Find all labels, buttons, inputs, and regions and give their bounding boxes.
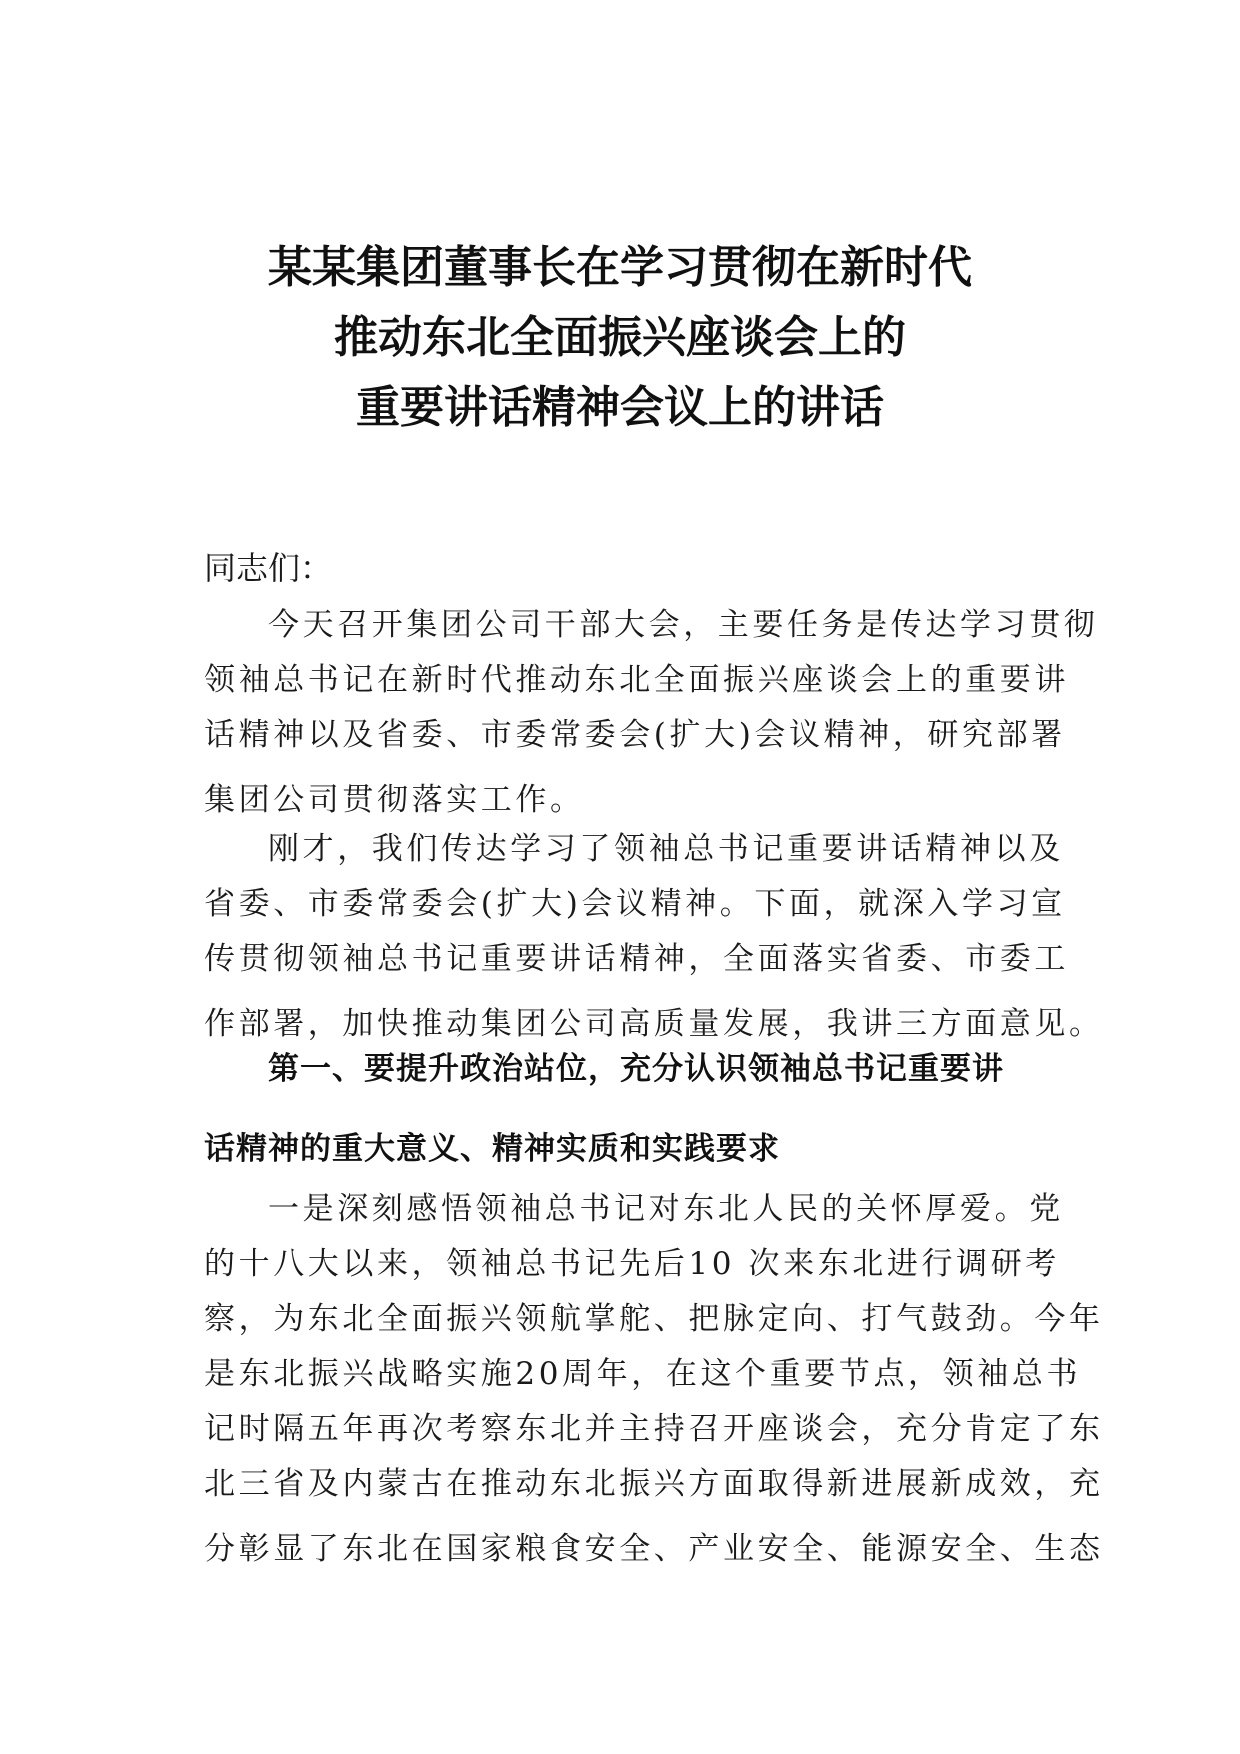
- paragraph-2: [204, 822, 1104, 1052]
- paragraph-line: 一是深刻感悟领袖总书记对东北人民的关怀厚爱。党: [268, 1191, 1064, 1227]
- paragraph-3: [204, 1182, 1104, 1577]
- salutation: 同志们：: [204, 549, 333, 587]
- paragraph-line: 察，为东北全面振兴领航掌舵、把脉定向、打气鼓劲。今年: [204, 1301, 1104, 1337]
- paragraph-line: 话精神以及省委、市委常委会(扩大)会议精神，研究部署: [204, 717, 1066, 753]
- paragraph-line: 的十八大以来，领袖总书记先后10 次来东北进行调研考: [204, 1246, 1060, 1282]
- section-heading-line-2: 话精神的重大意义、精神实质和实践要求: [204, 1131, 780, 1167]
- paragraph-line: 领袖总书记在新时代推动东北全面振兴座谈会上的重要讲: [204, 662, 1069, 698]
- title-line-1: 某某集团董事长在学习贯彻在新时代: [268, 242, 972, 293]
- section-heading-line-1: 第一、要提升政治站位，充分认识领袖总书记重要讲: [268, 1051, 1004, 1087]
- paragraph-line: 今天召开集团公司干部大会，主要任务是传达学习贯彻: [268, 607, 1099, 643]
- paragraph-line: 传贯彻领袖总书记重要讲话精神，全面落实省委、市委工: [204, 941, 1069, 977]
- paragraph-line: 分彰显了东北在国家粮食安全、产业安全、能源安全、生态: [204, 1531, 1104, 1567]
- title-line-3: 重要讲话精神会议上的讲话: [356, 382, 884, 433]
- paragraph-line: 刚才，我们传达学习了领袖总书记重要讲话精神以及: [268, 831, 1064, 867]
- paragraph-1: [204, 598, 1099, 828]
- paragraph-line: 省委、市委常委会(扩大)会议精神。下面，就深入学习宣: [204, 886, 1066, 922]
- title-line-2: 推动东北全面振兴座谈会上的: [334, 312, 906, 363]
- paragraph-line: 是东北振兴战略实施20周年，在这个重要节点，领袖总书: [204, 1356, 1082, 1392]
- paragraph-line: 集团公司贯彻落实工作。: [204, 782, 585, 818]
- paragraph-line: 记时隔五年再次考察东北并主持召开座谈会，充分肯定了东: [204, 1411, 1104, 1447]
- paragraph-line: 作部署，加快推动集团公司高质量发展，我讲三方面意见。: [204, 1006, 1104, 1042]
- paragraph-line: 北三省及内蒙古在推动东北振兴方面取得新进展新成效，充: [204, 1466, 1104, 1502]
